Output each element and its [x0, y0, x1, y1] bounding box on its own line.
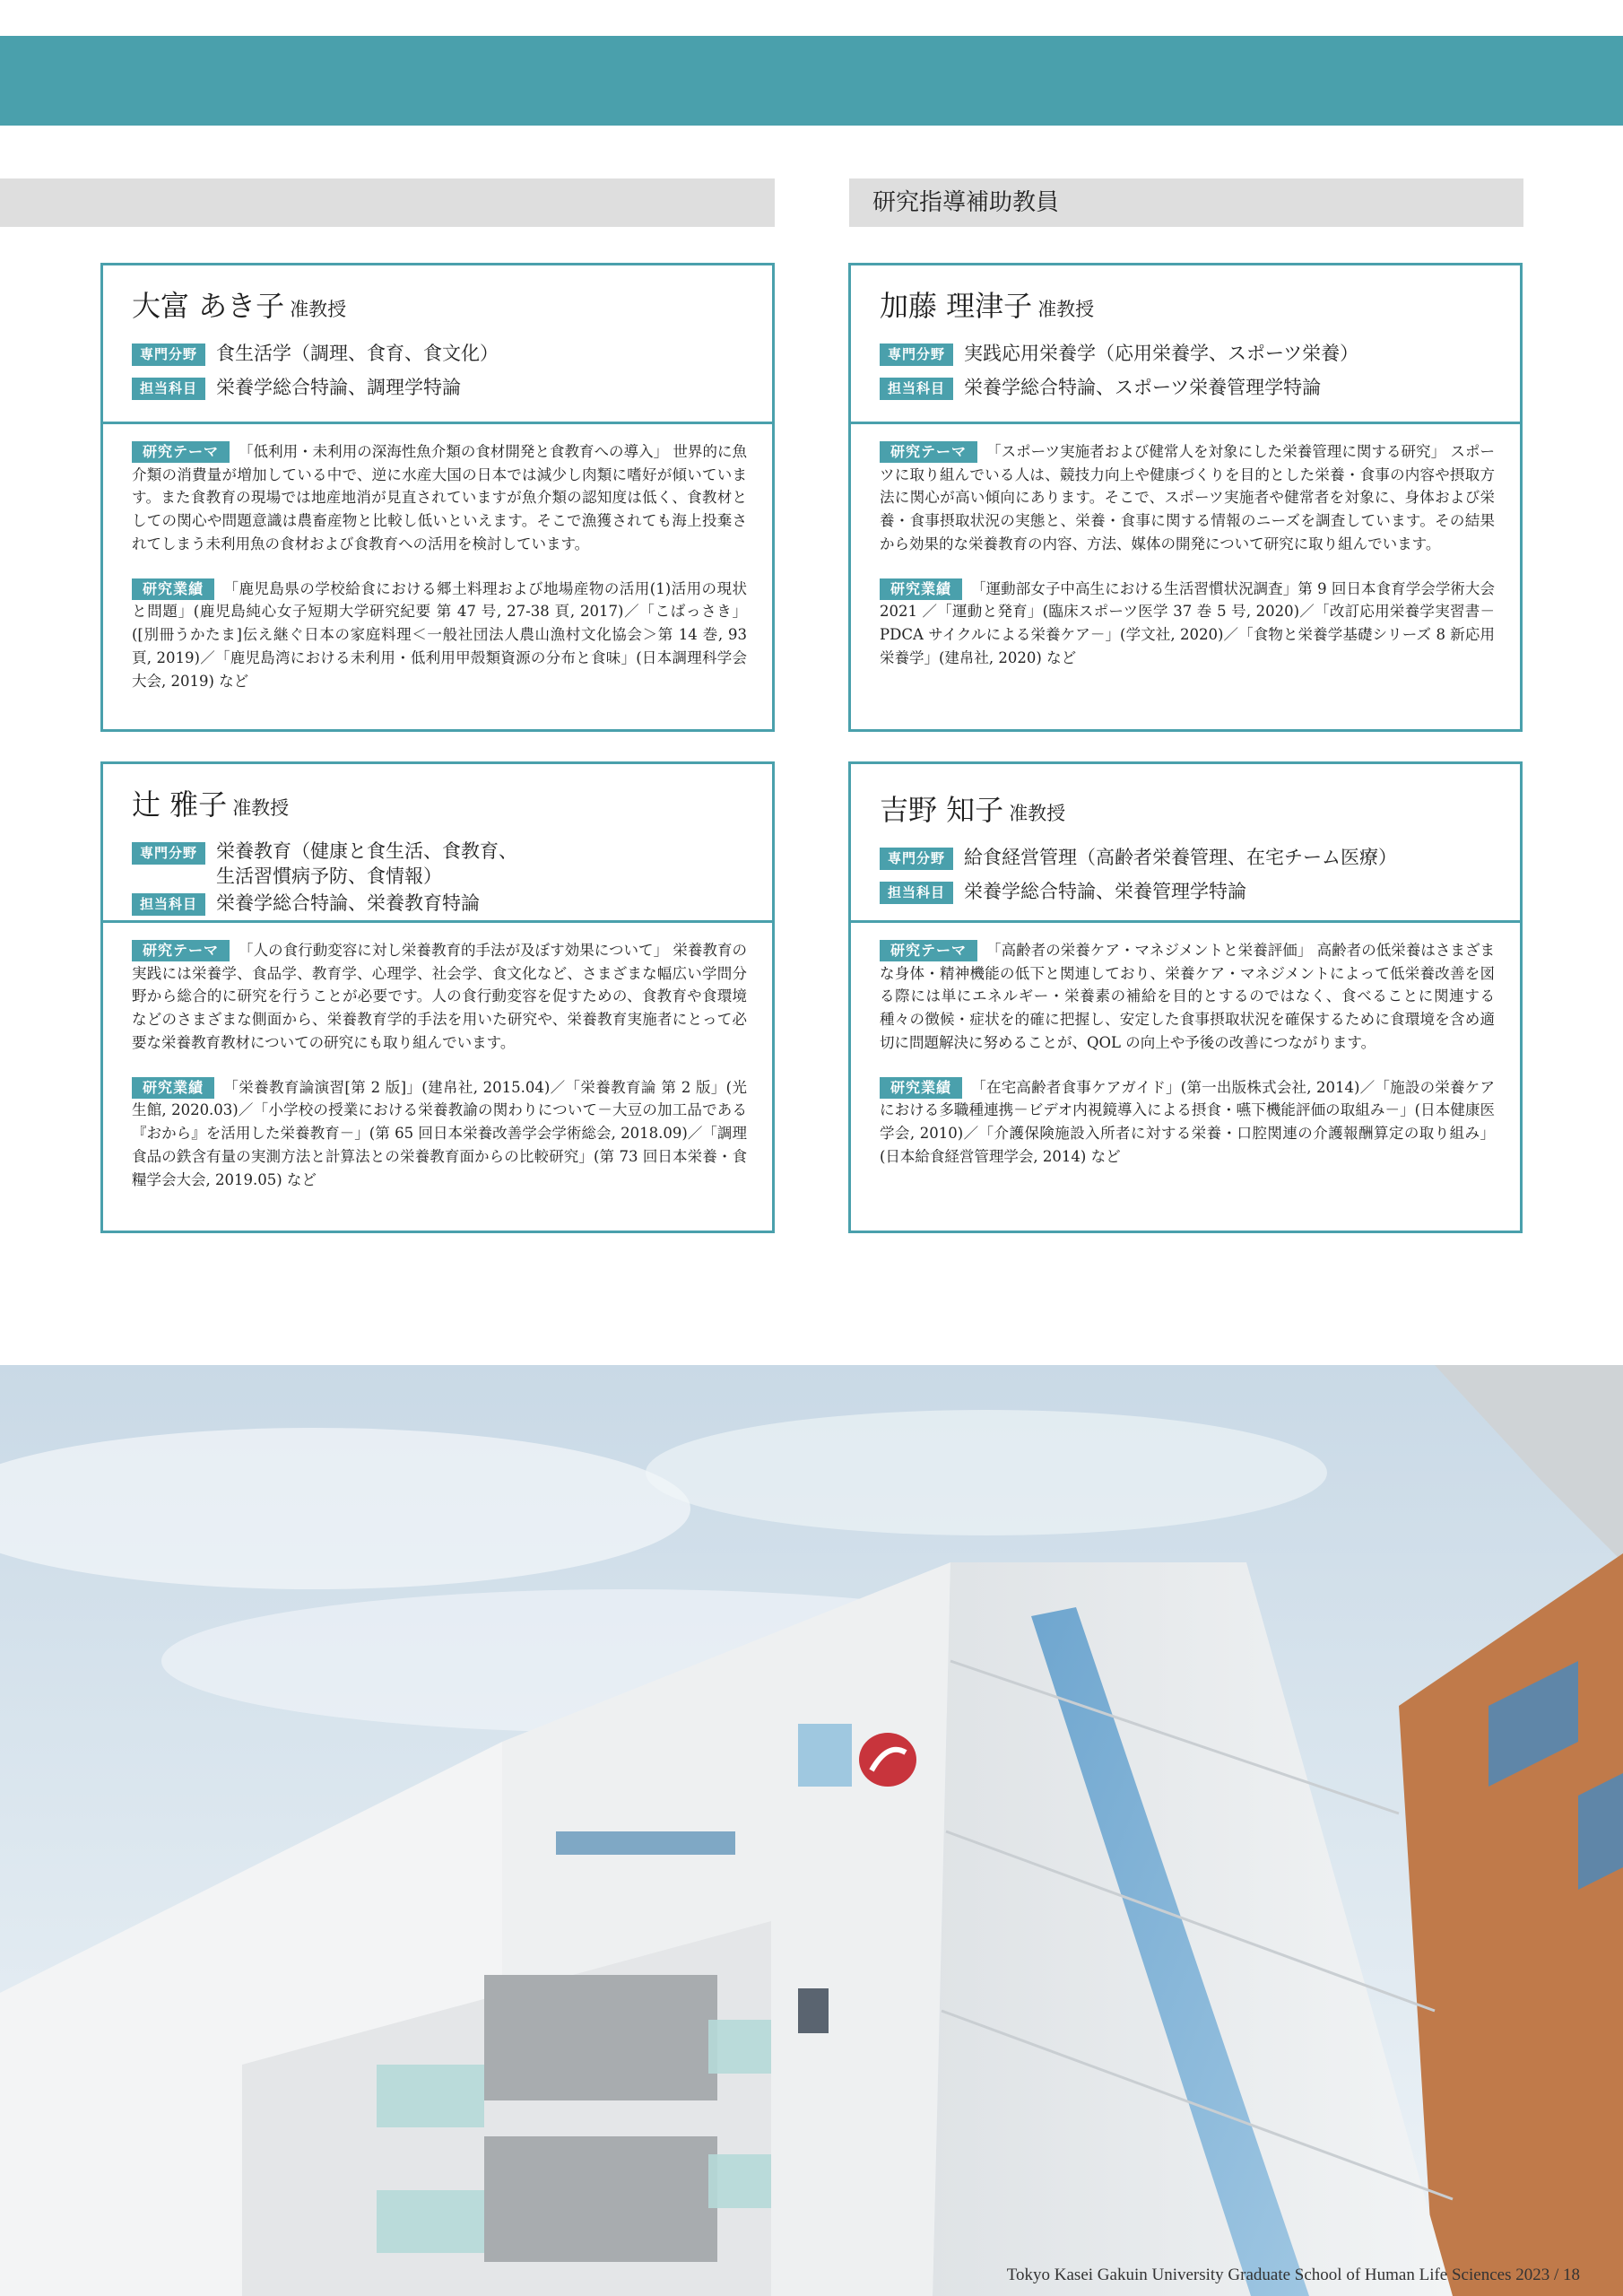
- research-theme: 研究テーマ 「人の食行動変容に対し栄養教育的手法が及ぼす効果について」 栄養教育の実践には栄養学、食品学、教育学、心理学、社会学、食文化など、さまざまな幅広い学問分野から総合的に研究を行うことが必要です。人の食行動変容を促すための、食教育や食環境などのさまざまな側面から、栄養教育学的手法を用いた研究や、栄養教育実施者にとって必要な栄養教育教材についての研究にも取り組んでいます。: [132, 942, 747, 1051]
- achievements-tag: 研究業績: [132, 578, 214, 600]
- achievements-tag: 研究業績: [880, 578, 962, 600]
- specialty-tag: 専門分野: [132, 344, 205, 366]
- research-achievements: 研究業績 「栄養教育論演習[第 2 版]」(建帛社, 2015.04)／「栄養教育論 第 2 版」(光生館, 2020.03)／「小学校の授業における栄養教諭の関わりについて－大豆の加工品である『おから』を活用した栄養教育－」(第 65 回日本栄養改善学会学術総会, 2018.09)／「調理食品の鉄含有量の実測方法と計算法との栄養教育面からの比較研究」(第 73 回日本栄養・食糧学会大会, 2019.05) など: [132, 1078, 747, 1188]
- research-achievements: 研究業績 「鹿児島県の学校給食における郷土料理および地場産物の活用(1)活用の現状と問題」(鹿児島純心女子短期大学研究紀要 第 47 号, 27-38 頁, 2017)／「こばっさき」([別冊うかたま]伝え継ぐ日本の家庭料理＜一般社団法人農山漁村文化協会＞第 14 巻, 93 頁, 2019)／「鹿児島湾における未利用・低利用甲殻類資源の分布と食味」(日本調理科学会大会, 2019) など: [132, 579, 747, 690]
- specialty-row: [880, 341, 1520, 367]
- research-achievements: 研究業績 「在宅高齢者食事ケアガイド」(第一出版株式会社, 2014)／「施設の栄養ケアにおける多職種連携－ビデオ内視鏡導入による摂食・嚥下機能評価の取組み－」(日本健康医学会, 2010)／「介護保険施設入所者に対する栄養・口腔関連の介護報酬算定の取り組み」(日本給食経営管理学会, 2014) など: [880, 1078, 1495, 1165]
- courses-tag: 担当科目: [132, 378, 205, 400]
- section-header-left: [0, 178, 775, 227]
- faculty-card-header: [103, 265, 772, 424]
- faculty-card-body: [851, 424, 1520, 670]
- specialty-tag: 専門分野: [880, 848, 953, 870]
- specialty-value: 給食経営管理（高齢者栄養管理、在宅チーム医療）: [964, 847, 1398, 869]
- courses-tag: 担当科目: [132, 893, 205, 916]
- university-logo-icon: [859, 1733, 916, 1787]
- faculty-card-kato: [848, 263, 1523, 732]
- faculty-card-body: [103, 923, 772, 1191]
- specialty-row: [132, 341, 772, 367]
- faculty-card-body: [103, 424, 772, 692]
- specialty-value: 栄養教育（健康と食生活、食教育、 生活習慣病予防、食情報）: [216, 840, 518, 887]
- faculty-card-tsuji: [100, 761, 775, 1233]
- specialty-row: [880, 845, 1520, 871]
- faculty-name: 辻 雅子 准教授: [132, 787, 290, 822]
- achievements-tag: 研究業績: [880, 1077, 962, 1099]
- research-theme: 研究テーマ 「高齢者の栄養ケア・マネジメントと栄養評価」 高齢者の低栄養はさまざまな身体・精神機能の低下と関連しており、栄養ケア・マネジメントによって低栄養改善を図る際には単にエネルギー・栄養素の補給を目的とするのではなく、食べることに関連する種々の徴候・症状を的確に把握し、安定した食事摂取状況を確保するために食環境を含め適切に問題解決に努めることが、QOL の向上や予後の改善につながります。: [880, 942, 1495, 1051]
- research-theme: 研究テーマ 「低利用・未利用の深海性魚介類の食材開発と食教育への導入」 世界的に魚介類の消費量が増加している中で、逆に水産大国の日本では減少し肉類に嗜好が傾いています。また食教育の現場では地産地消が見直されていますが魚介類の認知度は低く、食教材としての関心や問題意識は農畜産物と比較し低いといえます。そこで漁獲されても海上投棄されてしまう未利用魚の食材および食教育への活用を検討しています。: [132, 443, 747, 552]
- building-illustration: [0, 1365, 1623, 2296]
- faculty-name: 吉野 知子 准教授: [880, 793, 1066, 827]
- specialty-row: [132, 839, 772, 889]
- specialty-value: 食生活学（調理、食育、食文化）: [216, 343, 499, 365]
- building-photo: [0, 1365, 1623, 2296]
- faculty-card-header: [851, 764, 1520, 923]
- courses-tag: 担当科目: [880, 378, 953, 400]
- courses-row: [132, 891, 772, 917]
- achievements-tag: 研究業績: [132, 1077, 214, 1099]
- faculty-name: 大富 あき子 准教授: [132, 289, 347, 323]
- theme-tag: 研究テーマ: [880, 441, 977, 463]
- faculty-card-body: [851, 923, 1520, 1169]
- page-footer: Tokyo Kasei Gakuin University Graduate School of Human Life Sciences 2023 / 18: [1006, 2266, 1580, 2284]
- section-header-right: 研究指導補助教員: [849, 178, 1523, 227]
- courses-value: 栄養学総合特論、栄養管理学特論: [964, 880, 1247, 902]
- courses-tag: 担当科目: [880, 882, 953, 904]
- theme-tag: 研究テーマ: [132, 441, 230, 463]
- specialty-value: 実践応用栄養学（応用栄養学、スポーツ栄養）: [964, 343, 1359, 365]
- faculty-card-header: [851, 265, 1520, 424]
- courses-row: [132, 375, 772, 401]
- courses-value: 栄養学総合特論、栄養教育特論: [216, 891, 481, 914]
- courses-value: 栄養学総合特論、スポーツ栄養管理学特論: [964, 376, 1322, 398]
- faculty-card-header: [103, 764, 772, 923]
- faculty-card-yoshino: [848, 761, 1523, 1233]
- faculty-card-otomi: [100, 263, 775, 732]
- specialty-tag: 専門分野: [132, 842, 205, 865]
- courses-row: [880, 375, 1520, 401]
- faculty-name: 加藤 理津子 准教授: [880, 289, 1095, 323]
- theme-tag: 研究テーマ: [880, 940, 977, 961]
- courses-row: [880, 879, 1520, 905]
- theme-tag: 研究テーマ: [132, 940, 230, 961]
- research-achievements: 研究業績 「運動部女子中高生における生活習慣状況調査」第 9 回日本食育学会学術大会 2021 ／「運動と発育」(臨床スポーツ医学 37 巻 5 号, 2020)／「改訂応用栄養学実習書－PDCA サイクルによる栄養ケア－」(学文社, 2020)／「食物と栄養学基礎シリーズ 8 新応用栄養学」(建帛社, 2020) など: [880, 579, 1495, 666]
- specialty-tag: 専門分野: [880, 344, 953, 366]
- research-theme: 研究テーマ 「スポーツ実施者および健常人を対象にした栄養管理に関する研究」 スポーツに取り組んでいる人は、競技力向上や健康づくりを目的とした栄養・食事の内容や摂取方法に関心が高い傾向にあります。そこで、スポーツ実施者や健常者を対象に、身体および栄養・食事摂取状況の実態と、栄養・食事に関する情報のニーズを調査しています。その結果から効果的な栄養教育の内容、方法、媒体の開発について研究に取り組んでいます。: [880, 443, 1495, 552]
- top-color-band: [0, 36, 1623, 126]
- courses-value: 栄養学総合特論、調理学特論: [216, 376, 462, 398]
